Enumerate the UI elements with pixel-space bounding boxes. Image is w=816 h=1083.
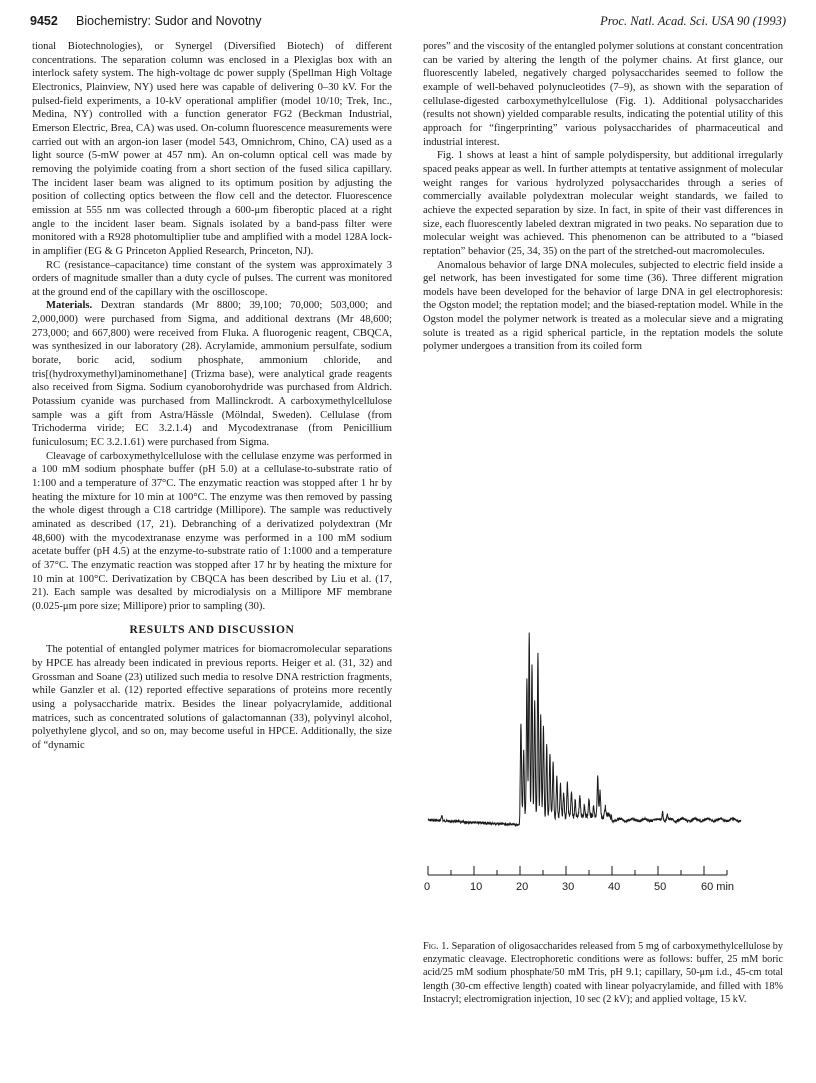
materials-text: Dextran standards (Mr 8800; 39,100; 70,000; 503,000; and 2,000,000) were purchased from Sigma, and additional dextrans (Mr 48,600; 273,000; and 667,800) were received from Fluka. A fluorogenic reagent, CBQCA, was synthesized in our laboratory (28). Acrylamide, ammonium persulfate, sodium borate, boric acid, sodium phosphate, ammonium chloride, and tris[(hydroxymethyl)aminomethane] (Trizma base), were analytical grade reagents also received from Sigma. Sodium cyanoborohydride was purchased from Aldrich. Potassium cyanide was purchased from Mallinckrodt. A carboxymethylcellulose sample was a gift from Astra/Hässle (Mölndal, Sweden). Cellulase (from Trichoderma viride; EC 3.2.1.4) and Mycodextranase (from Penicillium funiculosum; EC 3.2.1.61) were purchased from Sigma. — [32, 300, 392, 449]
paragraph: tional Biotechnologies), or Synergel (Diversified Biotech) of different concentrations. The separation column was enclosed in a Plexiglas box with an interlock safety system. The high-voltage dc power supply (Spellman High Voltage Electronics, Plainview, NY) used here was capable of delivering 0–30 kV. For the pulsed-field experiments, a 10-kV operational amplifier (model 10/10; Trek, Inc., Medina, NY) controlled with a function generator FG2 (Beckman Industrial, Emerson Electric, Brea, CA) was used. On-column fluorescence measurements were carried out with an argon-ion laser (model 543, Omnichrom, Chino, CA) used as a light source (5-mW power at 457 nm). An on-column optical cell was made by removing the polyimide coating from a short section of the fused silica capillary. The incident laser beam was aligned to its optimum position by adjusting the position of collecting optics between the flow cell and the detector. Fluorescence emission at 555 nm was collected through a 600-μm fiberoptic placed at a right angle to the incident laser beam. Signals isolated by a band-pass filter were monitored with a R928 photomultiplier tube and amplified with a model 128A lock-in amplifier (EG & G Princeton Applied Research, Princeton, NJ). — [32, 41, 392, 257]
figure-caption — [423, 940, 783, 1006]
section-heading: RESULTS AND DISCUSSION — [129, 623, 295, 636]
page-number: 9452 — [30, 14, 58, 28]
tick-label: 60 min — [701, 881, 735, 893]
materials-paragraph — [32, 299, 392, 449]
tick-label: 0 — [424, 881, 431, 893]
paragraph: RC (resistance–capacitance) time constant of the system was approximately 3 orders of magnitude smaller than a duty cycle of pulses. The current was monitored at the ground end of the capillary with the oscilloscope. — [32, 259, 392, 298]
paragraph: Anomalous behavior of large DNA molecules, subjected to electric field inside a gel network, has been investigated for some time (36). Three different migration models have been developed for the behavior of large DNA in gel electrophoresis: the Ogston model; the reptation model; and the biased-reptation model. While in the Ogston model the polymer network is treated as a molecular sieve and a migrating solute is treated as a rigid spherical particle, in the reptation models the solute polymer undergoes a transition from its coiled form — [423, 259, 783, 353]
page-header — [30, 14, 786, 32]
electropherogram-trace — [428, 633, 741, 826]
paragraph: Cleavage of carboxymethylcellulose with the cellulase enzyme was performed in a 100 mM sodium phosphate buffer (pH 5.0) at a cellulase-to-substrate ratio of 1:100 and a temperature of 37°C. The enzymatic reaction was stopped after 1 hr by heating the mixture for 10 min at 100°C. The enzyme was then removed by passing the whole digest through a C18 cartridge (Millipore). The sample was reductively aminated as described (17, 21). Debranching of a derivatized polydextran (Mr 48,600) with the mycodextranase enzyme was performed in a 100 mM sodium acetate buffer (pH 4.5) at the enzyme-to-substrate ratio of 1:1000 and a temperature of 37°C. The enzymatic reaction was stopped after 17 hr by heating the mixture for 10 min at 100°C. Derivatization by CBQCA has been described by Liu et al. (17, 21). Each sample was desalted by microdialysis on a Millipore MF membrane (0.025-μm pore size; Millipore) prior to sampling (30). — [32, 450, 392, 612]
journal-citation: Proc. Natl. Acad. Sci. USA 90 (1993) — [600, 14, 786, 28]
paragraph: Fig. 1 shows at least a hint of sample polydispersity, but additional irregularly spaced peaks appear as well. In further attempts at tentative assignment of molecular weight ranges for various hydrolyzed polysaccharides through a series of commercially available polydextran molecular weight standards, we failed to achieve the expected separation by size. In fact, in spite of their vast differences in size, each fluorescently labeled dextran migrated in two peaks. No separation due to molecular weight was achieved. This phenomenon can be attributed to a “biased reptation” behavior (25, 34, 35) on the part of the stretched-out macromolecules. — [423, 150, 783, 257]
tick-label: 30 — [562, 881, 575, 893]
tick-label: 40 — [608, 881, 621, 893]
paragraph: The potential of entangled polymer matrices for biomacromolecular separations by HPCE has already been indicated in previous reports. Heiger et al. (31, 32) and Grossman and Soane (23) utilized such media to resolve DNA restriction fragments, while Ganzler et al. (12) reported effective separations of proteins more recently using a polysaccharide matrix. Besides the linear polyacrylamide, additional matrices, such as concentrated solutions of galactomannan (33), polyvinyl alcohol, polyethylene glycol, and so on, may become useful in HPCE. Additionally, the size of “dynamic — [32, 644, 392, 751]
caption-text: Separation of oligosaccharides released from 5 mg of carboxymethylcellulose by enzymatic cleavage. Electrophoretic conditions were as follows: buffer, 25 mM boric acid/25 mM sodium phosphate/50 mM Tris, pH 9.1; capillary, 50-μm i.d., 45-cm total length (30-cm effective length) coated with linear polyacrylamide, and filled with 18% Instacryl; electromigration injection, 10 sec (2 kV); and applied voltage, 15 kV. — [423, 941, 783, 1005]
x-axis-ticks — [428, 866, 727, 875]
electropherogram-chart — [420, 632, 760, 937]
paragraph: pores” and the viscosity of the entangled polymer solutions at constant concentration can be varied by altering the length of the polymer chains. At first glance, our fluorescently labeled, negatively charged polysaccharides seemed to follow the example of well-behaved polynucleotides (7–9), as shown with the separation of cellulase-digested carboxymethylcellulose (Fig. 1). Additional polysaccharides (results not shown) yielded comparable results, indicating the potential utility of this approach for “fingerprinting” various polysaccharides of pharmaceutical and industrial interest. — [423, 41, 783, 148]
tick-label: 20 — [516, 881, 529, 893]
right-column — [423, 40, 783, 354]
caption-label: Fig. 1. — [423, 941, 449, 952]
running-title: Biochemistry: Sudor and Novotny — [76, 14, 262, 28]
materials-heading: Materials. — [46, 300, 93, 312]
tick-label: 10 — [470, 881, 483, 893]
left-column — [32, 40, 392, 752]
figure-1 — [420, 632, 760, 942]
x-axis-tick-labels — [424, 881, 734, 893]
tick-label: 50 — [654, 881, 667, 893]
